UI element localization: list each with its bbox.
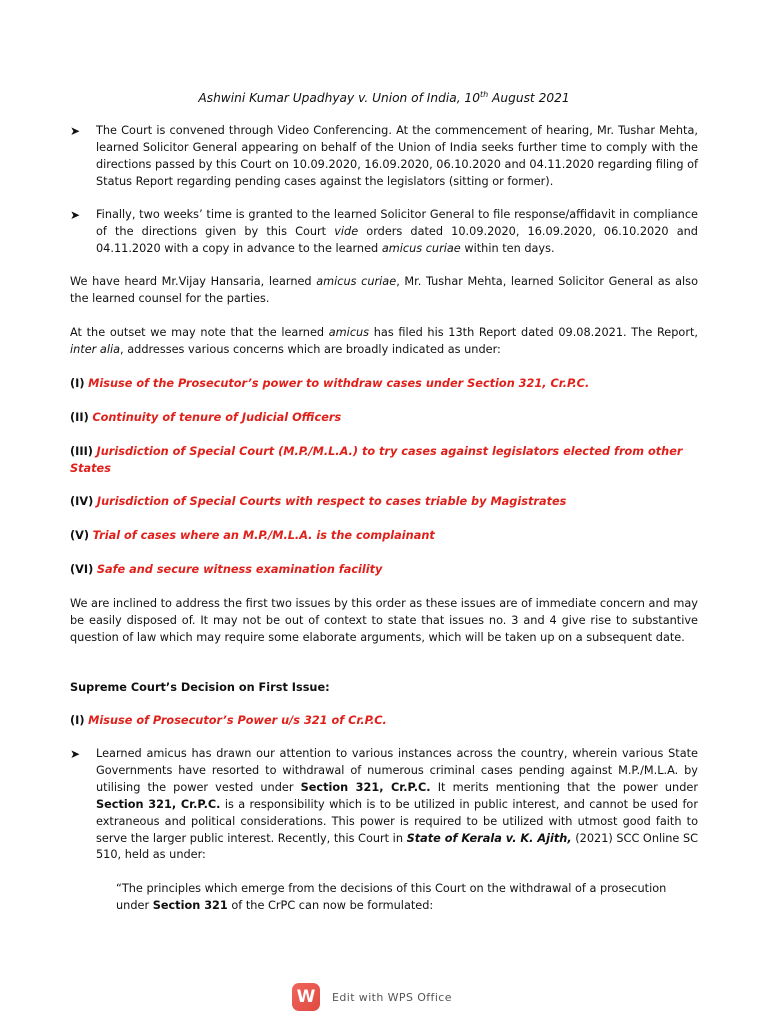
issue-item: (II) Continuity of tenure of Judicial Officers: [70, 411, 342, 424]
arrow-bullet-icon: ➤: [70, 208, 81, 222]
first-issue-heading: (I) Misuse of Prosecutor’s Power u/s 321 of Cr.P.C.: [70, 714, 387, 727]
issue-item: (VI) Safe and secure witness examination facility: [70, 563, 383, 576]
issue-item: (III) Jurisdiction of Special Court (M.P./M.L.A.) to try cases against legislators elected from other States: [70, 445, 683, 475]
bullet-item: ➤ Finally, two weeks’ time is granted to the learned Solicitor General to file response/affidavit in compliance of the directions given by this Court vide orders dated 10.09.2020, 16.09.2020, 06.10.2020 and 04.11.2020 with a copy in advance to the learned amicus curiae within ten days.: [70, 208, 698, 255]
issue-item: (I) Misuse of the Prosecutor’s power to withdraw cases under Section 321, Cr.P.C.: [70, 377, 590, 390]
block-quote: “The principles which emerge from the decisions of this Court on the withdrawal of a prosecution under Section 321 of the CrPC can now be formulated:: [116, 882, 667, 912]
wps-edit-banner[interactable]: [292, 982, 452, 1012]
issue-item: (IV) Jurisdiction of Special Courts with respect to cases triable by Magistrates: [70, 495, 567, 508]
wps-edit-label[interactable]: Edit with WPS Office: [332, 990, 452, 1004]
paragraph-inclined: We are inclined to address the first two issues by this order as these issues are of immediate concern and may be easily disposed of. It may not be out of context to state that issues no. 3 and 4 give rise to substantive question of law which may require some elaborate arguments, which will be taken up on a subsequent date.: [70, 597, 698, 644]
bullet-item: ➤ Learned amicus has drawn our attention to various instances across the country, wherein various State Governments have resorted to withdrawal of numerous criminal cases pending against M.P./M.L.A. by utilising the power vested under Section 321, Cr.P.C. It merits mentioning that the power under Section 321, Cr.P.C. is a responsibility which is to be utilized in public interest, and cannot be used for extraneous and political considerations. This power is required to be utilized with utmost good faith to serve the larger public interest. Recently, this Court in State of Kerala v. K. Ajith, (2021) SCC Online SC 510, held as under:: [70, 747, 699, 862]
document-title: Ashwini Kumar Upadhyay v. Union of India, 10th August 2021: [198, 90, 570, 106]
arrow-bullet-icon: ➤: [70, 747, 81, 761]
arrow-bullet-icon: ➤: [70, 124, 81, 138]
paragraph-hearing: We have heard Mr.Vijay Hansaria, learned amicus curiae, Mr. Tushar Mehta, learned Solicitor General as also the learned counsel for the parties.: [70, 275, 698, 305]
issue-item: (V) Trial of cases where an M.P./M.L.A. is the complainant: [70, 529, 435, 542]
bullet-item: ➤ The Court is convened through Video Conferencing. At the commencement of hearing, Mr. Tushar Mehta, learned Solicitor General appearing on behalf of the Union of India seeks further time to comply with the directions passed by this Court on 10.09.2020, 16.09.2020, 06.10.2020 and 04.11.2020 regarding filing of Status Report regarding pending cases against the legislators (sitting or former).: [70, 124, 698, 188]
wps-logo-icon: W: [292, 983, 320, 1011]
section-heading: Supreme Court’s Decision on First Issue:: [70, 681, 330, 694]
paragraph-report: At the outset we may note that the learned amicus has filed his 13th Report dated 09.08.2021. The Report, inter alia, addresses various concerns which are broadly indicated as under:: [70, 326, 698, 356]
